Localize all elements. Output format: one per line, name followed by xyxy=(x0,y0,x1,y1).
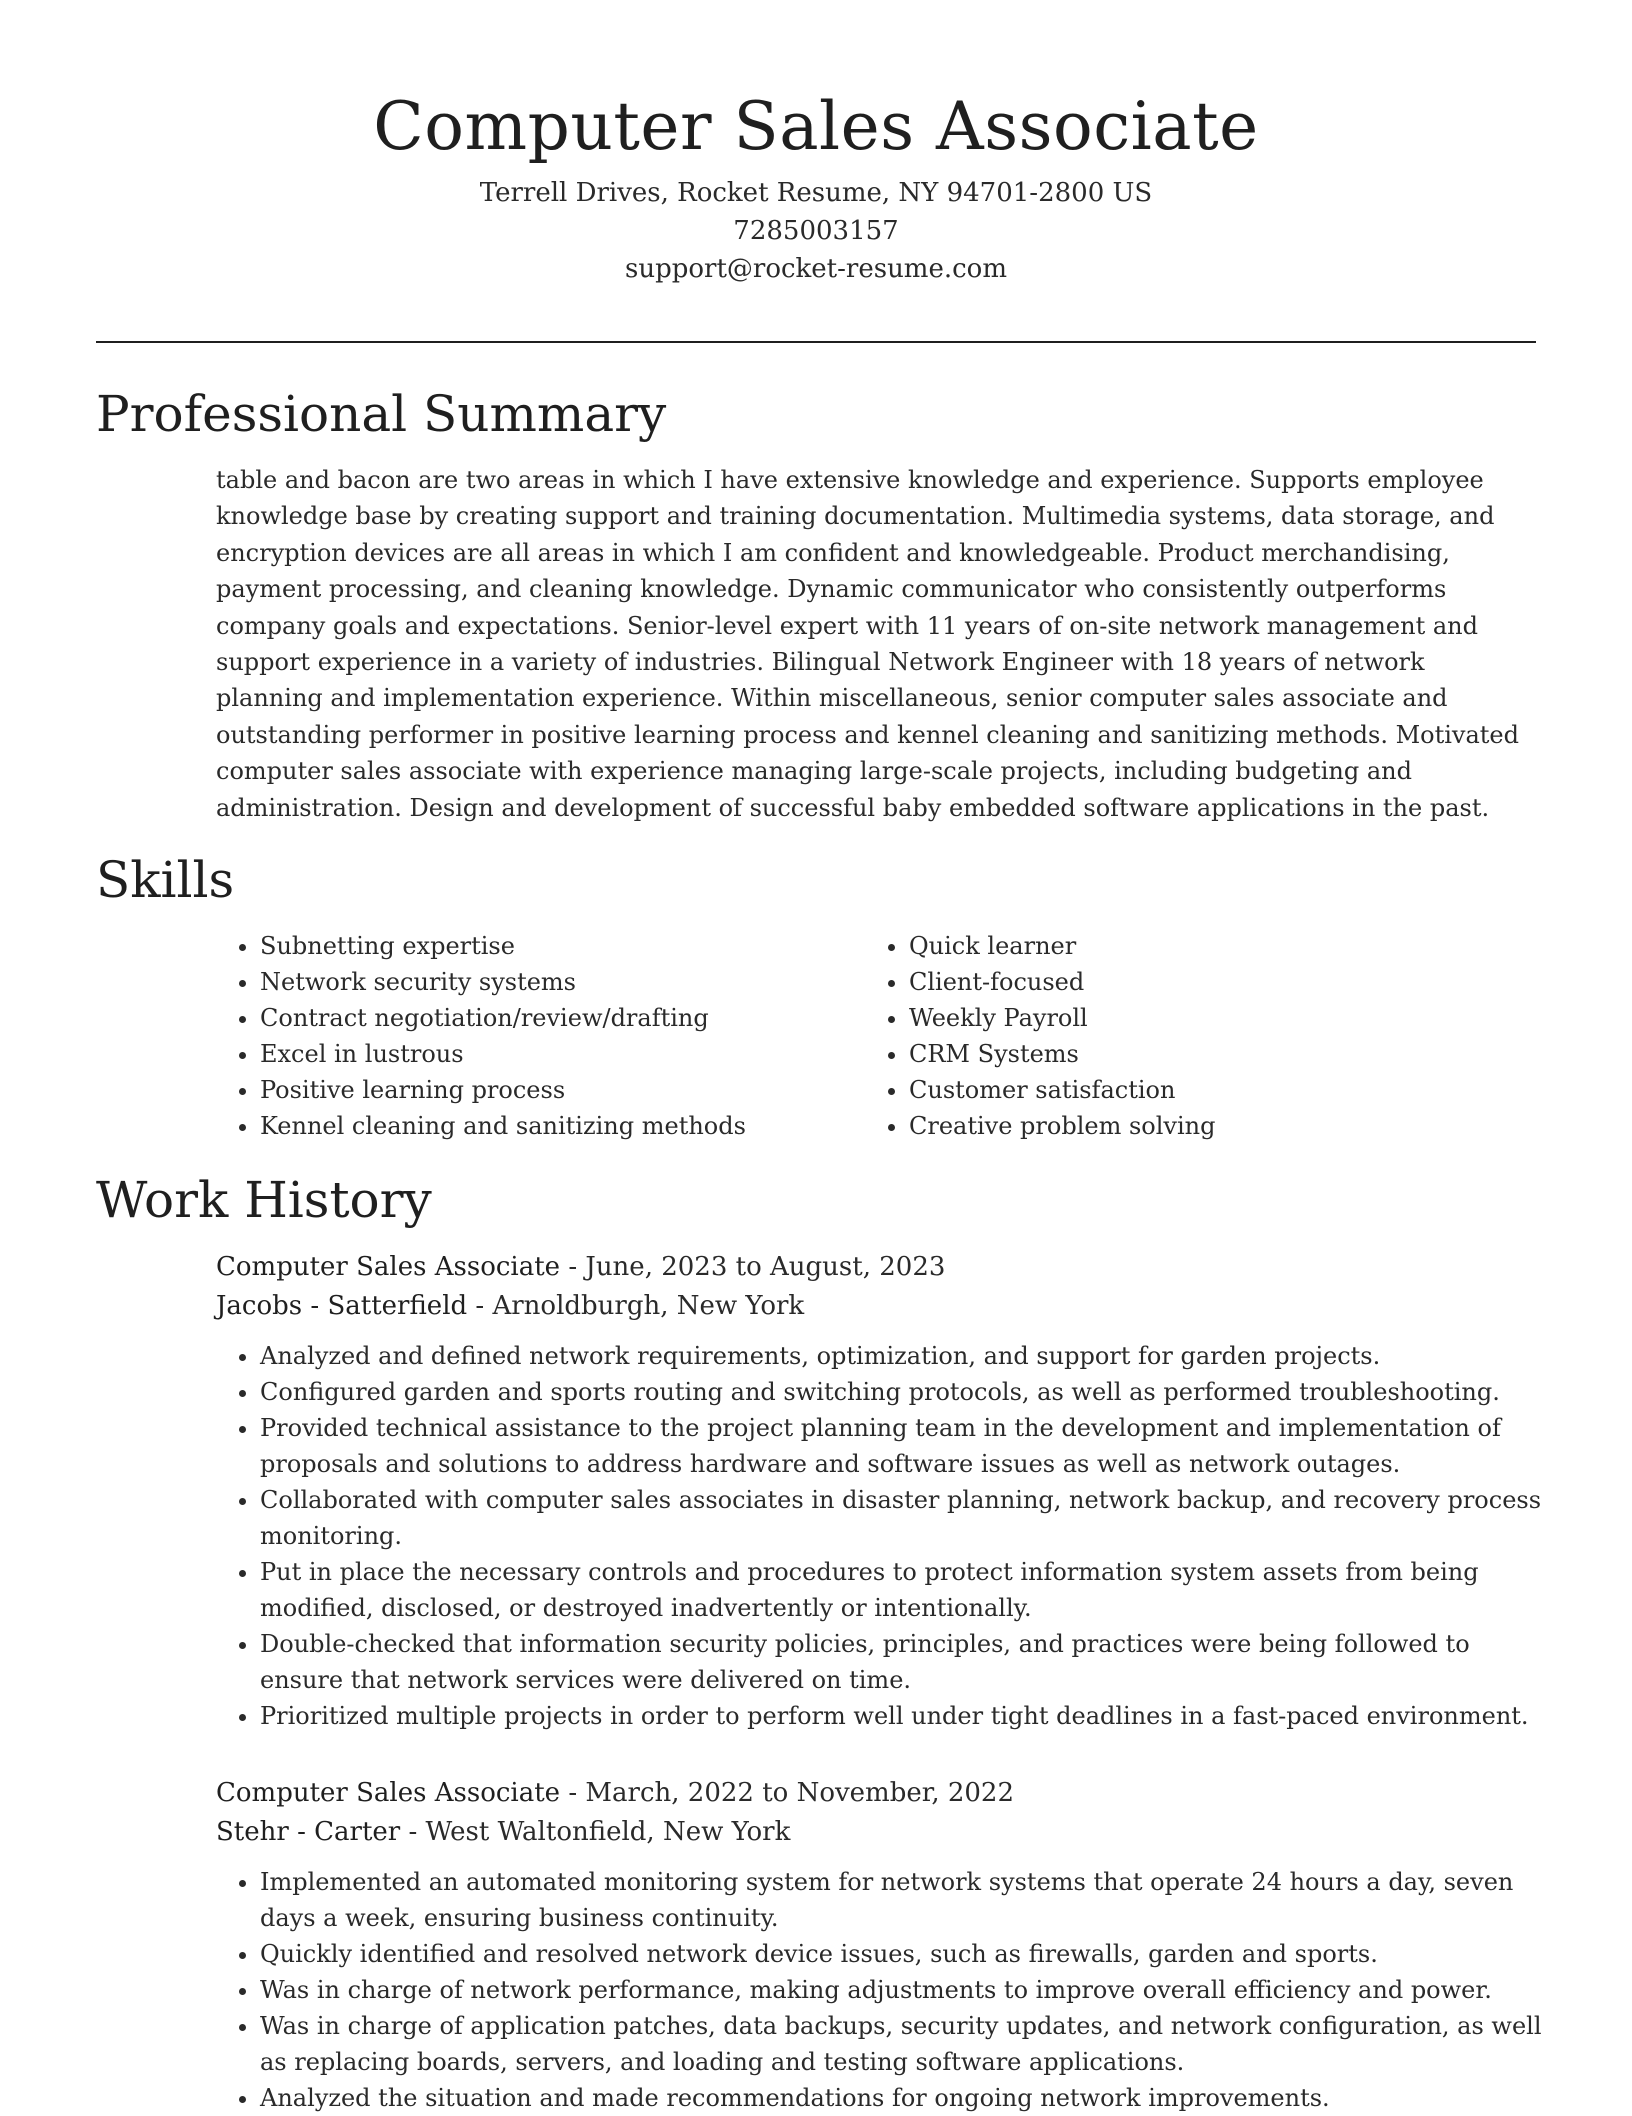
skill-item: • Kennel cleaning and sanitizing methods xyxy=(260,1108,836,1144)
skill-item: • Positive learning process xyxy=(260,1072,836,1108)
job-company-line xyxy=(216,1813,1546,1852)
skills-list-right xyxy=(865,928,1485,1144)
job-entry xyxy=(216,1248,1546,1734)
skills-heading: Skills xyxy=(96,851,235,909)
skill-item: • Client-focused xyxy=(909,964,1485,1000)
job-company-line xyxy=(216,1287,1546,1326)
skill-item: • Creative problem solving xyxy=(909,1108,1485,1144)
job-role: Computer Sales Associate xyxy=(216,1252,561,1282)
job-title-line xyxy=(216,1774,1546,1813)
job-duty: • Provided technical assistance to the project planning team in the development and implementation of proposals and solutions to address hardware and software issues as well as network outages. xyxy=(260,1410,1546,1482)
job-duty: • Configured garden and sports routing and switching protocols, as well as performed troubleshooting. xyxy=(260,1374,1546,1410)
applicant-title: Computer Sales Associate xyxy=(373,88,1259,165)
job-location: - West Waltonfield, New York xyxy=(400,1817,791,1847)
phone-number: 7285003157 xyxy=(733,216,899,246)
job-duties-list xyxy=(216,1864,1546,2116)
job-entry xyxy=(216,1774,1546,2116)
job-duty: • Implemented an automated monitoring system for network systems that operate 24 hours a day, seven days a week, ensuring business continuity. xyxy=(260,1864,1546,1936)
skills-column-right xyxy=(865,928,1485,1144)
skill-item: • Contract negotiation/review/drafting xyxy=(260,1000,836,1036)
skills-column-left xyxy=(216,928,836,1144)
work-history-heading: Work History xyxy=(96,1171,432,1229)
skills-list-left xyxy=(216,928,836,1144)
summary-heading: Professional Summary xyxy=(96,385,667,443)
skill-item: • Subnetting expertise xyxy=(260,928,836,964)
email-address: support@rocket-resume.com xyxy=(624,254,1007,284)
header-divider xyxy=(96,341,1536,343)
skill-item: • Weekly Payroll xyxy=(909,1000,1485,1036)
job-duty: • Was in charge of application patches, data backups, security updates, and network configuration, as well as replacing boards, servers, and loading and testing software applications. xyxy=(260,2008,1546,2080)
job-duty: • Prioritized multiple projects in order to perform well under tight deadlines in a fast-paced environment. xyxy=(260,1698,1546,1734)
job-company: Stehr - Carter xyxy=(216,1817,401,1847)
summary-text: table and bacon are two areas in which I have extensive knowledge and experience. Supports employee knowledge base by creating support and training documentation. Multimedia systems, data storage, and encryption devices are all areas in which I am confident and knowledgeable. Product merchandising, payment processing, and cleaning knowledge. Dynamic communicator who consistently outperforms company goals and expectations. Senior-level expert with 11 years of on-site network management and support experience in a variety of industries. Bilingual Network Engineer with 18 years of network planning and implementation experience. Within miscellaneous, senior computer sales associate and outstanding performer in positive learning process and kennel cleaning and sanitizing methods. Motivated computer sales associate with experience managing large-scale projects, including budgeting and administration. Design and development of successful baby embedded software applications in the past. xyxy=(216,466,1519,822)
resume-header xyxy=(96,80,1536,288)
job-company: Jacobs - Satterfield xyxy=(216,1291,468,1321)
job-duty: • Collaborated with computer sales associates in disaster planning, network backup, and recovery process monitoring. xyxy=(260,1482,1546,1554)
skill-item: • Customer satisfaction xyxy=(909,1072,1485,1108)
skill-item: • Quick learner xyxy=(909,928,1485,964)
job-duty: • Analyzed the situation and made recommendations for ongoing network improvements. xyxy=(260,2080,1546,2116)
job-role: Computer Sales Associate xyxy=(216,1778,561,1808)
job-duty: • Put in place the necessary controls and procedures to protect information system assets from being modified, disclosed, or destroyed inadvertently or intentionally. xyxy=(260,1554,1546,1626)
skill-item: • Network security systems xyxy=(260,964,836,1000)
address: Terrell Drives, Rocket Resume, NY 94701-2800 US xyxy=(479,178,1153,208)
job-duty: • Quickly identified and resolved network device issues, such as firewalls, garden and sports. xyxy=(260,1936,1546,1972)
job-duty: • Analyzed and defined network requirements, optimization, and support for garden projects. xyxy=(260,1338,1546,1374)
job-dates: - June, 2023 to August, 2023 xyxy=(560,1252,946,1282)
job-title-line xyxy=(216,1248,1546,1287)
skill-item: • Excel in lustrous xyxy=(260,1036,836,1072)
job-duty: • Double-checked that information security policies, principles, and practices were being followed to ensure that network services were delivered on time. xyxy=(260,1626,1546,1698)
contact-info xyxy=(96,174,1536,288)
job-location: - Arnoldburgh, New York xyxy=(467,1291,805,1321)
job-duty: • Was in charge of network performance, making adjustments to improve overall efficiency and power. xyxy=(260,1972,1546,2008)
skill-item: • CRM Systems xyxy=(909,1036,1485,1072)
job-duties-list xyxy=(216,1338,1546,1734)
job-dates: - March, 2022 to November, 2022 xyxy=(560,1778,1015,1808)
